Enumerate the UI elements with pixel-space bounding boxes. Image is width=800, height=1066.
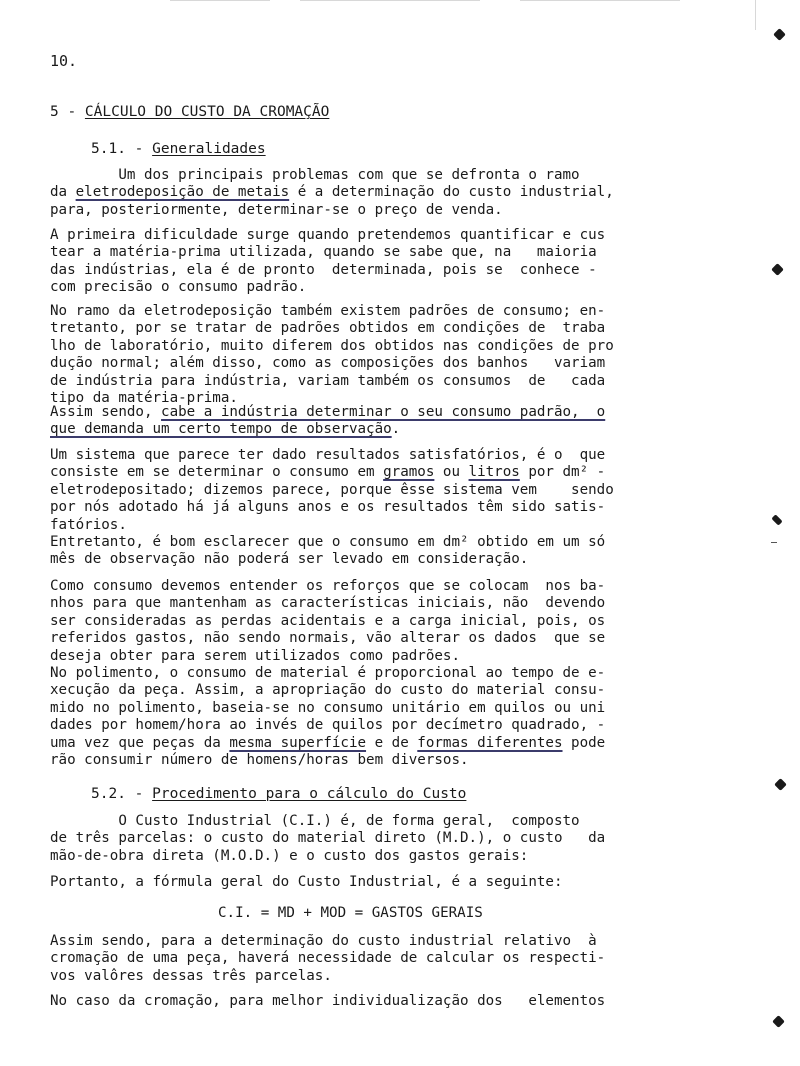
- paragraph-11: Assim sendo, para a determinação do custo industrial relativo à cromação de uma peça, haverá necessidade de calcular os respecti- vos valôres dessas três parcelas.: [50, 933, 606, 984]
- paragraph-1: Um dos principais problemas com que se defronta o ramo da eletrodeposição de metais é a determinação do custo industrial, para, posteriormente, determinar-se o preço de venda.: [50, 167, 614, 218]
- punch-hole-icon: [772, 1015, 785, 1028]
- paragraph-7: Como consumo devemos entender os reforços que se colocam nos ba- nhos para que mantenham as características iniciais, não devendo ser consideradas as perdas acidentais e a carga inicial, pois, os referidos gastos, não sendo normais, vão alterar os dados que se deseja obter para serem utilizados como padrões.: [50, 578, 606, 664]
- scan-mark: [771, 542, 777, 543]
- paragraph-8: No polimento, o consumo de material é proporcional ao tempo de e- xecução da peça. Assim, a apropriação do custo do material consu- mido no polimento, baseia-se no consumo unitário em quilos ou uni dades por homem/hora ao invés de quilos por decímetro quadrado, - uma vez que peças da mesma superfície e de formas diferentes pode rão consumir número de homens/horas bem diversos.: [50, 665, 606, 769]
- scan-edge-line: [520, 0, 680, 1]
- paragraph-9: O Custo Industrial (C.I.) é, de forma geral, composto de três parcelas: o custo do material direto (M.D.), o custo da mão-de-obra direta (M.O.D.) e o custo dos gastos gerais:: [50, 813, 606, 864]
- punch-hole-icon: [773, 28, 786, 41]
- section-5-heading: 5 - CÁLCULO DO CUSTO DA CROMAÇÃO: [50, 104, 330, 120]
- paragraph-10: Portanto, a fórmula geral do Custo Industrial, é a seguinte:: [50, 874, 563, 890]
- paragraph-5: Um sistema que parece ter dado resultados satisfatórios, é o que consiste em se determinar o consumo em gramos ou litros por dm² - eletrodepositado; dizemos parece, porque êsse sistema vem sendo por nós adotado há já alguns anos e os resultados têm sido satis- fatórios.: [50, 447, 614, 533]
- punch-hole-icon: [774, 778, 787, 791]
- scan-edge-line: [300, 0, 480, 1]
- punch-hole-icon: [771, 263, 784, 276]
- paragraph-2: A primeira dificuldade surge quando pretendemos quantificar e cus tear a matéria-prima utilizada, quando se sabe que, na maioria das indústrias, ela é de pronto determinada, pois se conhece - com precisão o consumo padrão.: [50, 227, 606, 296]
- scan-edge-line: [755, 0, 756, 30]
- paragraph-4: Assim sendo, cabe a indústria determinar o seu consumo padrão, o que demanda um certo tempo de observação.: [50, 404, 606, 438]
- section-5-2-heading: 5.2. - Procedimento para o cálculo do Custo: [91, 786, 467, 802]
- cost-formula: C.I. = MD + MOD = GASTOS GERAIS: [218, 905, 483, 921]
- paragraph-6: Entretanto, é bom esclarecer que o consumo em dm² obtido em um só mês de observação não poderá ser levado em consideração.: [50, 534, 606, 568]
- scan-edge-line: [170, 0, 270, 1]
- page-number: 10.: [50, 52, 78, 70]
- punch-hole-icon: [771, 514, 782, 525]
- paragraph-3: No ramo da eletrodeposição também existem padrões de consumo; en- tretanto, por se tratar de padrões obtidos em condições de traba lho de laboratório, muito diferem dos obtidos nas condições de pro dução normal; além disso, como as composições dos banhos variam de indústria para indústria, variam também os consumos de cada tipo da matéria-prima.: [50, 303, 614, 407]
- section-5-1-heading: 5.1. - Generalidades: [91, 141, 266, 157]
- paragraph-12: No caso da cromação, para melhor individualização dos elementos: [50, 993, 606, 1009]
